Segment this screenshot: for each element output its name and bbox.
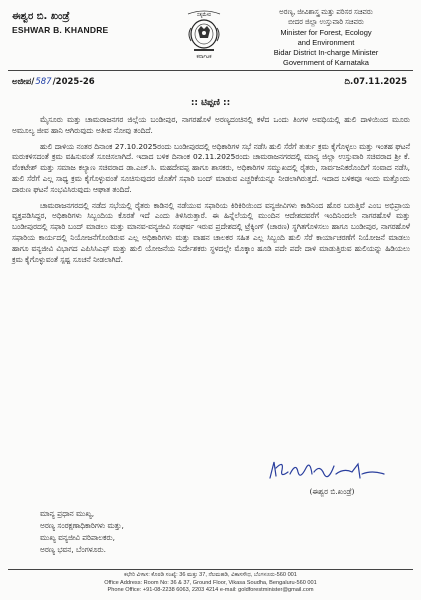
addressee-line-1: ಮಾನ್ಯ ಪ್ರಧಾನ ಮುಖ್ಯ, bbox=[40, 509, 95, 518]
minister-name-kannada: ಈಶ್ವರ ಬಿ. ಖಂಡ್ರೆ bbox=[12, 11, 70, 22]
reference-handwritten-number: 587 bbox=[35, 77, 52, 87]
emblem-text-top: ಸತ್ಯಮೇವ bbox=[196, 13, 212, 18]
footer-line-english: Office Address: Room No: 36 & 37, Ground Floor, Vikasa Soudha, Bengaluru-560 001 bbox=[104, 579, 317, 586]
body-paragraph-3: ಚಾಮರಾಜನಗರದಲ್ಲಿ ನಡೆದ ಸಭೆಯಲ್ಲಿ ರೈತರು ಕಾಡಿನಲ್ಲಿ ನಡೆಯುವ ಸಫಾರಿಯ ಕಿರಿಕಿರಿಯಿಂದ ವನ್ಯಜೀವಿಗಳು ಕಾಡಿನಿಂದ ಹೊರ ಬರುತ್ತಿವೆ ಎಂಬ ಅಭಿಪ್ರಾಯ ವ್ಯಕ್ತಪಡಿಸಿದ್ದರ, ಅಧಿಕಾರಿಗಳು ಸಿಬ್ಬಂದಿಯ ಕೊರತೆ ಇದೆ ಎಂದು ತಿಳಿಸಿರುತ್ತಾರೆ. ಈ ಹಿನ್ನೆಲೆಯಲ್ಲಿ ಮುಂದಿನ ಆದೇಶದವರೆಗೆ ಇಂದಿನಿಂದಲೇ ನಾಗರಹೊಳೆ ಮತ್ತು ಬಂಡೀಪುರದಲ್ಲಿ ಸಫಾರಿ ಬಂದ್ ಮಾಡಲು ಮತ್ತು ಮಾನವ-ವನ್ಯಜೀವಿ ಸಂಘರ್ಷ ಇರುವ ಪ್ರದೇಶದಲ್ಲಿ ಟ್ರೆಕ್ಕಿಂಗ್ (ಚಾರಣ) ಸ್ಥಗಿತಗೊಳಿಸಲು ಹಾಗೂ ಬಂಡೀಪುರ, ನಾಗರಹೊಳೆ ಸಫಾರಿಯ ಕಾರ್ಯದಲ್ಲಿ ನಿಯೋಜನೆಗೊಂಡಿರುವ ಎಲ್ಲ ಅಧಿಕಾರಿಗಳು ಮತ್ತು ವಾಹನ ಚಾಲಕರ ಸಹಿತ ಎಲ್ಲ ಸಿಬ್ಬಂದಿ ಹುಲಿ ಸೆರೆ ಕಾರ್ಯಾಚರಣೆಗೆ ನಿಯೋಜನೆ ಮಾಡಲು ಹಾಗೂ ವನ್ಯಜೀವಿ ವಿಭಾಗದ ಎಪಿಸಿಸಿಎಫ್ ಮತ್ತು ಹುಲಿ ಯೋಜನೆಯ ನಿರ್ದೇಶಕರು ಸ್ಥಳದಲ್ಲೇ ಮೊಕ್ಕಾಂ ಹೂಡಿ ಪದೇ ಪದೇ ದಾಳಿ ಮಾಡುತ್ತಿರುವ ಹುಲಿಯನ್ನು ಹಿಡಿಯಲು ಕ್ರಮ ಕೈಗೊಳ್ಳುವಂತೆ ಸ್ಪಷ್ಟ ಸೂಚನೆ ನೀಡಲಾಗಿದೆ. bbox=[12, 200, 410, 264]
emblem-text-bottom: ಕರ್ನಾಟಕ bbox=[196, 54, 212, 60]
letter-body bbox=[12, 115, 410, 270]
designation-kannada-1: ಅರಣ್ಯ, ಜೀವಿಶಾಸ್ತ್ರ ಮತ್ತು ಪರಿಸರ ಸಚಿವರು bbox=[279, 9, 373, 16]
letter-date: ದಿ.07.11.2025 bbox=[344, 77, 407, 87]
addressee-block bbox=[40, 508, 124, 556]
body-paragraph-1: ಮೈಸೂರು ಮತ್ತು ಚಾಮರಾಜನಗರ ಜಿಲ್ಲೆಯ ಬಂಡೀಪುರ, ನಾಗರಹೊಳೆ ಅರಣ್ಯದಂಚಿನಲ್ಲಿ ಕಳೆದ ಒಂದು ತಿಂಗಳ ಅವಧಿಯಲ್ಲಿ ಹುಲಿ ದಾಳಿಯಿಂದ ಮೂರು ಅಮೂಲ್ಯ ಜೀವ ಹಾನಿ ಆಗಿರುವುದು ಅತೀವ ನೋವು ತಂದಿದೆ. bbox=[12, 115, 410, 135]
footer-line-kannada: ಕಛೇರಿ ವಿಳಾಸ: ಕೊಠಡಿ ಸಂಖ್ಯೆ: 36 ಮತ್ತು 37, ನೆಲಮಹಡಿ, ವಿಕಾಸಸೌಧ, ಬೆಂಗಳೂರು-560 001 bbox=[124, 572, 297, 578]
handwritten-signature-icon bbox=[262, 456, 392, 486]
minister-name-english: ESHWAR B. KHANDRE bbox=[12, 25, 109, 35]
addressee-line-4: ಅರಣ್ಯ ಭವನ, ಬೆಂಗಳೂರು. bbox=[40, 545, 106, 554]
designation-block bbox=[236, 8, 416, 68]
designation-english-3: Bidar District In-charge Minister bbox=[273, 48, 379, 57]
footer-divider bbox=[8, 569, 413, 570]
body-paragraph-2: ಹುಲಿ ದಾಳಿಯ ನಂತರ ದಿನಾಂಕ 27.10.2025ರಂದು ಬಂಡೀಪುರದಲ್ಲಿ ಅಧಿಕಾರಿಗಳ ಸಭೆ ನಡೆಸಿ ಹುಲಿ ಸೆರೆಗೆ ತುರ್ತು ಕ್ರಮ ಕೈಗೊಳ್ಳಲು ಮತ್ತು ಇಂತಹ ಘಟನೆ ಮರುಕಳಿಸದಂತೆ ಕ್ರಮ ವಹಿಸುವಂತೆ ಸೂಚಿಸಲಾಗಿದೆ. ಇದಾದ ಬಳಿಕ ದಿನಾಂಕ 02.11.2025ರಂದು ಚಾಮರಾಜನಗರದಲ್ಲಿ ಮಾನ್ಯ ಜಿಲ್ಲಾ ಉಸ್ತುವಾರಿ ಸಚಿವರಾದ ಶ್ರೀ ಕೆ. ವೆಂಕಟೇಶ್ ಮತ್ತು ಸಮಾಜ ಕಲ್ಯಾಣ ಸಚಿವರಾದ ಡಾ.ಎಚ್.ಸಿ. ಮಹದೇವಪ್ಪ ಹಾಗೂ ಶಾಸಕರು, ಅಧಿಕಾರಿಗಳ ಸಮ್ಮುಖದಲ್ಲಿ ರೈತರು, ಸಾರ್ವಜನಿಕರೊಂದಿಗೆ ಸಂವಾದ ನಡೆಸಿ, ಹುಲಿ ಸೆರೆಗೆ ಎಲ್ಲ ಸಾಧ್ಯ ಕ್ರಮ ಕೈಗೊಳ್ಳುವಂತೆ ಸೂಚಿಸುವುದರ ಜೊತೆಗೆ ಸಫಾರಿ ಬಂದ್ ಮಾಡುವ ಎಚ್ಚರಿಕೆಯನ್ನೂ ನೀಡಲಾಗಿರುತ್ತದೆ. ಇದಾದ ಬಳಿಕವೂ ಇಂದು ಮತ್ತೊಂದು ದಾರುಣ ಘಟನೆ ಸಂಭವಿಸಿರುವುದು ಆಘಾತ ತಂದಿದೆ. bbox=[12, 141, 410, 194]
addressee-line-3: ಮುಖ್ಯ ವನ್ಯಜೀವಿ ಪರಿಪಾಲಕರು, bbox=[40, 533, 115, 542]
designation-english-2: and Environment bbox=[297, 38, 355, 47]
header-divider bbox=[8, 70, 413, 71]
designation-english-4: Government of Karnataka bbox=[283, 58, 369, 67]
addressee-line-2: ಅರಣ್ಯ ಸಂರಕ್ಷಣಾಧಿಕಾರಿಗಳು ಮತ್ತು, bbox=[40, 521, 124, 530]
designation-kannada-2: ಬೀದರ ಜಿಲ್ಲಾ ಉಸ್ತುವಾರಿ ಸಚಿವರು bbox=[288, 19, 364, 26]
designation-english-1: Minister for Forest, Ecology bbox=[280, 28, 372, 37]
reference-prefix: ಅಜೀಪ/ bbox=[12, 77, 35, 87]
reference-suffix: /2025-26 bbox=[52, 77, 95, 87]
footer-contact: Phone Office: +91-08-2238 6063, 2203 4214 e-mail: goldforestminister@gmail.com bbox=[107, 587, 314, 594]
footer-address bbox=[0, 572, 421, 595]
signatory-name: (ಈಶ್ವರ ಬಿ.ಖಂಡ್ರೆ) bbox=[309, 487, 355, 496]
reference-number bbox=[12, 77, 95, 87]
document-title: :: ಟಿಪ್ಪಣಿ :: bbox=[190, 98, 231, 108]
state-emblem-icon bbox=[182, 8, 226, 60]
minister-name-block bbox=[12, 10, 162, 36]
